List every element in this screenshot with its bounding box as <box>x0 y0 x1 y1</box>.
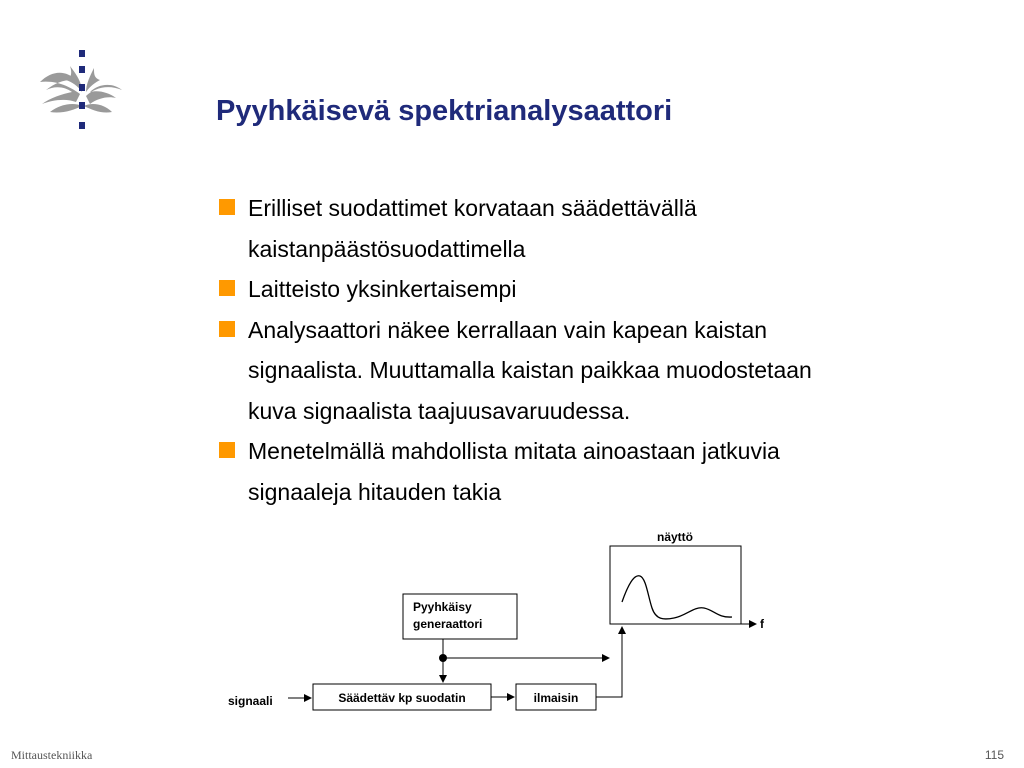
bullet-line: signaaleja hitauden takia <box>248 478 502 505</box>
sweep-generator-label-line2: generaattori <box>413 617 483 631</box>
sweep-generator-label-line1: Pyyhkäisy <box>413 600 472 614</box>
bullet-line: Laitteisto yksinkertaisempi <box>248 276 517 302</box>
detector-label: ilmaisin <box>533 691 579 705</box>
slide-title: Pyyhkäisevä spektrianalysaattori <box>216 95 673 127</box>
footer-course-name: Mittaustekniikka <box>11 748 93 762</box>
detector-to-display-arrow <box>596 627 622 697</box>
bullet-line: kuva signaalista taajuusavaruudessa. <box>248 397 631 424</box>
bullet-line: Erilliset suodattimet korvataan säädettävällä <box>248 195 697 221</box>
bullet-line: signaalista. Muuttamalla kaistan paikkaa muodostetaan <box>248 357 812 383</box>
tunable-bandpass-filter-label: Säädettäv kp suodatin <box>338 691 466 705</box>
bullet-line: Menetelmällä mahdollista mitata ainoastaan jatkuvia <box>248 438 780 464</box>
input-signal-label: signaali <box>228 694 273 708</box>
bullet-line: kaistanpäästösuodattimella <box>248 235 526 262</box>
display-label: näyttö <box>657 530 693 544</box>
page-number: 115 <box>984 748 1004 762</box>
frequency-axis-label: f <box>760 617 764 631</box>
bullet-line: Analysaattori näkee kerrallaan vain kapean kaistan <box>248 316 768 343</box>
